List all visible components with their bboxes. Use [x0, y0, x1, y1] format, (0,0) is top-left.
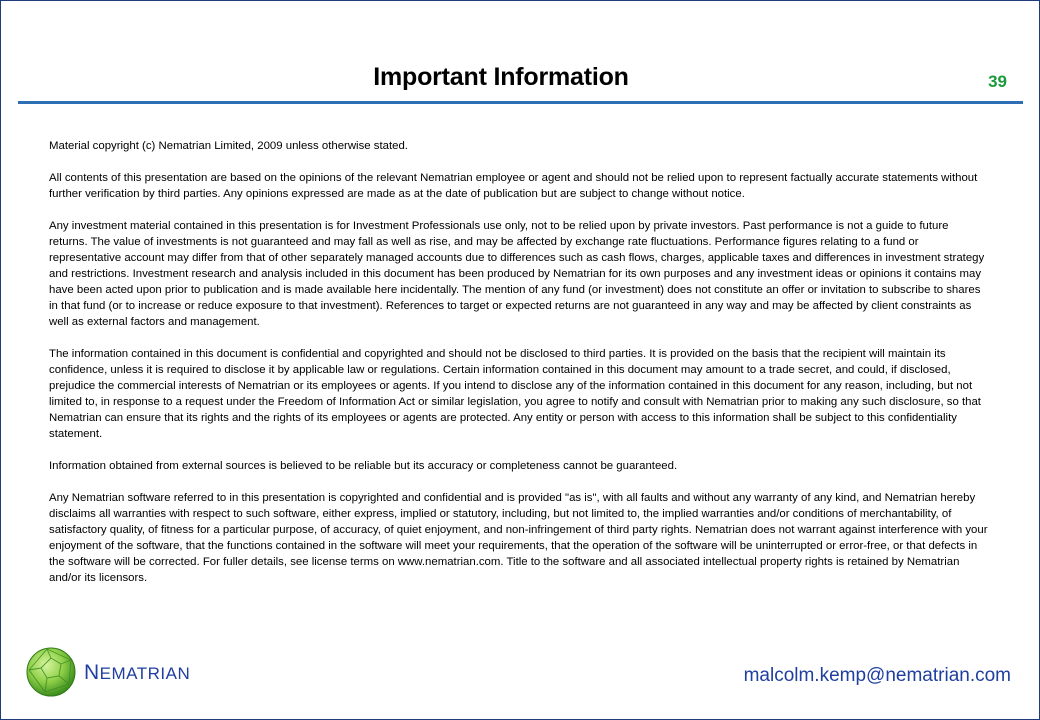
contact-email: malcolm.kemp@nematrian.com	[743, 665, 1011, 686]
investment-paragraph: Any investment material contained in this presentation is for Investment Professionals use only, not to be relied upon by private investors. Past performance is not a guide to future returns. The value of investments is not guaranteed and may fall as well as rise, and may be affected by exchange rate fluctuations. Performance figures relating to a fund or representative account may differ from that of other separately managed accounts due to differences such as cash flows, charges, applicable taxes and differences in investment strategy and restrictions. Investment research and analysis included in this document has been produced by Nematrian for its own purposes and any investment ideas or opinions it contains may have been acted upon prior to publication and is made available here incidentally. The mention of any fund (or investment) does not constitute an offer or invitation to subscribe to shares in that fund (or to increase or reduce exposure to that investment). References to target or expected returns are not guaranteed in any way and may be affected by client constraints as well as external factors and management.	[49, 220, 985, 328]
confidentiality-paragraph: The information contained in this document is confidential and copyrighted and should not be disclosed to third parties. It is provided on the basis that the recipient will maintain its confidence, unless it is required to disclose it by applicable law or regulations. Certain information contained in this document may amount to a trade secret, and could, if disclosed, prejudice the commercial interests of Nematrian or its employees or agents. If you intend to disclose any of the information contained in this document for any reason, including, but not limited to, in response to a request under the Freedom of Information Act or similar legislation, you agree to notify and consult with Nematrian prior to making any such disclosure, so that Nematrian can ensure that its rights and the rights of its employees or agents are protected. Any entity or person with access to this information shall be subject to this confidentiality statement.	[49, 348, 981, 440]
title-divider	[18, 101, 1023, 104]
external-sources-paragraph: Information obtained from external sources is believed to be reliable but its accuracy or completeness cannot be guaranteed.	[49, 460, 678, 472]
brand-rest: EMATRIAN	[99, 664, 191, 683]
disclaimer-body	[49, 138, 989, 602]
brand-wordmark	[84, 661, 190, 685]
copyright-paragraph: Material copyright (c) Nematrian Limited, 2009 unless otherwise stated.	[49, 140, 408, 152]
page-number: 39	[988, 72, 1007, 91]
opinions-paragraph: All contents of this presentation are based on the opinions of the relevant Nematrian employee or agent and should not be relied upon to represent factually accurate statements without further verification by third parties. Any opinions expressed are made as at the date of publication but are subject to change without notice.	[49, 172, 978, 200]
green-geodesic-sphere-icon	[25, 646, 77, 698]
brand-initial: N	[84, 661, 100, 684]
slide-title: Important Information	[373, 63, 629, 91]
software-paragraph: Any Nematrian software referred to in this presentation is copyrighted and confidential and is provided "as is", with all faults and without any warranty of any kind, and Nematrian hereby disclaims all warranties with respect to such software, either express, implied or statutory, including, but not limited to, the implied warranties and/or conditions of merchantability, of satisfactory quality, of fitness for a particular purpose, of accuracy, of quiet enjoyment, and non-infringement of third party rights. Nematrian does not warrant against interference with your enjoyment of the software, that the functions contained in the software will meet your requirements, that the operation of the software will be uninterrupted or error-free, or that defects in the software will be corrected. For fuller details, see license terms on www.nematrian.com. Title to the software and all associated intellectual property rights is retained by Nematrian and/or its licensors.	[49, 492, 988, 584]
